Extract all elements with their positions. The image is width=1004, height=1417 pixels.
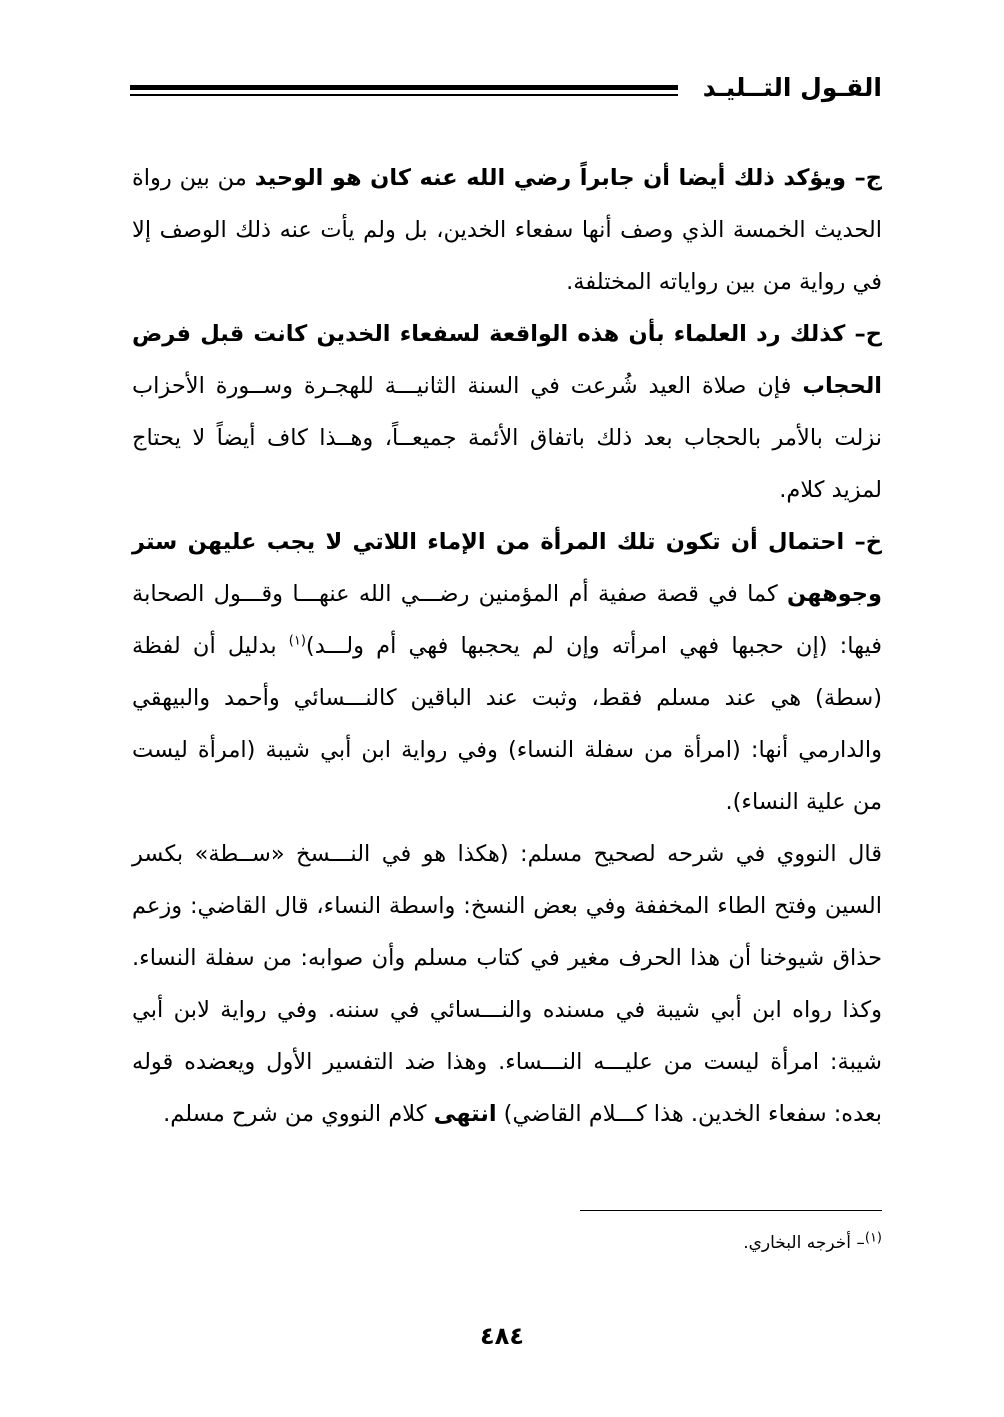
paragraph-text: من بين رواة الحديث الخمسة الذي وصف أنها سفعاء الخدين، بل ولم يأت عنه ذلك الوصف إلا في رواية من بين رواياته المختلفة.	[132, 165, 882, 295]
bold-phrase: كذلك رد العلماء بأن هذه الواقعة لسفعاء الخدين كانت قبل فرض الحجاب	[132, 321, 882, 399]
paragraph-label: خ–	[844, 529, 882, 555]
footnote-text: – أخرجه البخاري.	[743, 1233, 865, 1253]
header-rule-thick	[130, 85, 678, 90]
paragraph-haa	[132, 308, 882, 516]
footnote-reference[interactable]: (١)	[288, 633, 306, 649]
paragraph-jeem	[132, 152, 882, 308]
body-text	[132, 152, 882, 1140]
paragraph-khaa	[132, 516, 882, 828]
running-title: القـول التــليـد	[702, 73, 882, 102]
paragraph-nawawi-quote	[132, 828, 882, 1140]
paragraph-text: قال النووي في شرحه لصحيح مسلم: (هكذا هو في النـــسخ «ســطة» بكسر السين وفتح الطاء المخففة وفي بعض النسخ: واسطة النساء، قال القاضي: وزعم حذاق شيوخنا أن هذا الحرف مغير في كتاب مسلم وأن صوابه: من سفلة النساء. وكذا رواه ابن أبي شيبة في مسنده والنـــسائي في سننه. وفي رواية لابن أبي شيبة: امرأة ليست من عليـــه النـــساء. وهذا ضد التفسير الأول ويعضده قوله بعده: سفعاء الخدين. هذا كـــلام القاضي)	[132, 841, 882, 1127]
bold-phrase: ويؤكد ذلك أيضا أن جابراً رضي الله عنه كان هو الوحيد	[254, 165, 846, 191]
page-header	[130, 72, 882, 104]
footnote	[743, 1228, 882, 1258]
paragraph-label: ج–	[845, 165, 882, 191]
page-number: ٤٨٤	[480, 1322, 524, 1350]
paragraph-label: ح–	[845, 321, 882, 347]
bold-phrase: انتهى	[433, 1101, 497, 1127]
bold-phrase: احتمال أن تكون تلك المرأة من الإماء اللاتي لا يجب عليهن ستر وجوههن	[132, 529, 882, 607]
footnote-divider	[580, 1210, 882, 1211]
paragraph-text-end: كلام النووي من شرح مسلم.	[163, 1101, 434, 1127]
footnote-mark: (١)	[864, 1230, 882, 1246]
paragraph-text: فإن صلاة العيد شُرعت في السنة الثانيـــة للهجـرة وســورة الأحزاب نزلت بالأمر بالحجاب بعد ذلك باتفاق الأئمة جميعــاً، وهــذا كاف أيضاً لا يحتاج لمزيد كلام.	[132, 373, 882, 503]
paragraph-text: كما في قصة صفية أم المؤمنين رضـــي الله عنهـــا وقـــول الصحابة فيها: (إن حجبها فهي امرأته وإن لم يحجبها فهي أم ولـــد)	[132, 581, 882, 659]
paragraph-text-continued: بدليل أن لفظة (سطة) هي عند مسلم فقط، وثبت عند الباقين كالنـــسائي وأحمد والبيهقي والدارمي أنها: (امرأة من سفلة النساء) وفي رواية ابن أبي شيبة (امرأة ليست من علية النساء).	[132, 633, 882, 815]
header-rule-thin	[130, 94, 678, 96]
